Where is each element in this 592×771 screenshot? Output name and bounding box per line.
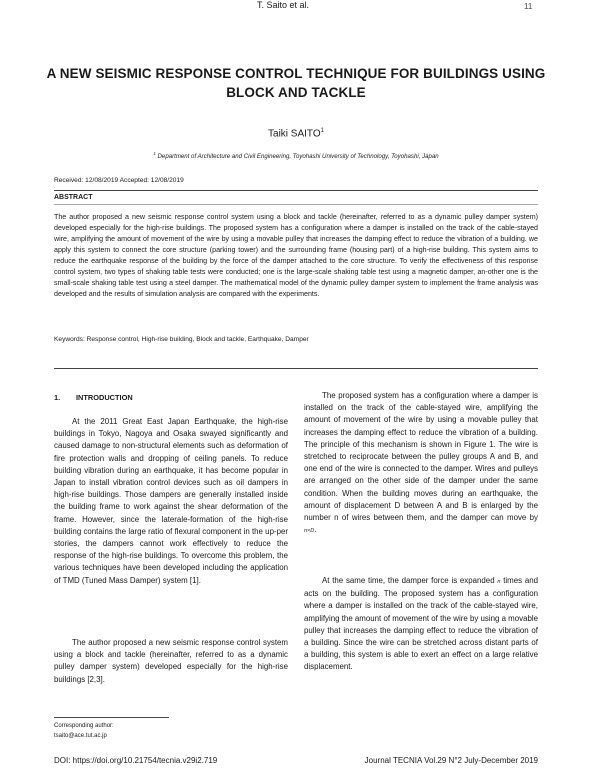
body-column-left-lower — [54, 637, 288, 686]
running-header-author: T. Saito et al. — [257, 0, 310, 10]
body-text: . — [314, 525, 317, 535]
author-affiliation-mark: 1 — [320, 128, 324, 134]
abstract-text: The author proposed a new seismic response control system using a block and tackle (hereinafter, referred to as a dynamic pulley damper system) developed especially for the high-rise buildings. The proposed system has a configuration where a damper is installed on the track of the cable-stayed wire, amplifying the amount of movement of the wire by using a movable pulley that increases the damping effect to reduce the vibration of a building. we apply this system to connect the core structure (parking tower) and the surrounding frame (housing part) of a high-rise building. This system aims to reduce the earthquake response of the building by the force of the damper attached to the core structure. To verify the effectiveness of this response control system, two types of shaking table tests were conducted; one is the large-scale shaking table test using a magnetic damper, an-other one is the small-scale shaking table test using a steel damper. The mathematical model of the dynamic pulley damper system to implement the frame analysis was developed and the results of simulation analysis are compared with the experiments. — [54, 213, 538, 298]
footnote-divider — [54, 717, 169, 718]
affiliation-text: Department of Architecture and Civil Engineering, Toyohashi University of Technology, Toyohashi, Japan — [157, 153, 439, 161]
footnote — [54, 721, 114, 741]
body-paragraph — [304, 390, 538, 537]
section-title: INTRODUCTION — [76, 393, 133, 402]
abstract-heading: ABSTRACT — [54, 194, 93, 201]
body-paragraph — [304, 575, 538, 674]
received-dates: Received: 12/08/2019 Accepted: 12/08/2019 — [54, 177, 184, 184]
body-column-left — [54, 416, 288, 587]
page-number: 11 — [524, 2, 533, 11]
journal-citation: Journal TECNIA Vol.29 N°2 July-December 2019 — [364, 756, 538, 765]
body-text: At the same time, the damper force is expanded — [322, 576, 495, 585]
divider — [54, 204, 538, 205]
affiliation-mark: 1 — [153, 151, 156, 156]
body-paragraph: At the 2011 Great East Japan Earthquake, the high-rise buildings in Tokyo, Nagoya and Osaka swayed significantly and caused damage to non-structural elements such as deformation of fire protection walls and dropping of ceiling panels. To reduce building vibration during an earthquake, it has become popular in Japan to install vibration control devices such as oil dampers in high-rise buildings. Those dampers are generally installed inside the building frame to work against the shear deformation of the frame. However, since the laterale-formation of the high-rise building contains the large ratio of flexural component in the up-per stories, the dampers cannot work effectively to reduce the response of the high-rise buildings. To overcome this problem, the various techniques have been developed including the application of TMD (Tuned Mass Damper) system [1]. — [54, 417, 288, 585]
section-number: 1. — [54, 393, 61, 402]
divider — [54, 368, 538, 369]
affiliation — [0, 151, 592, 160]
divider — [54, 190, 538, 191]
keywords: Keywords: Response control, High-rise building, Block and tackle, Earthquake, Damper — [54, 336, 309, 343]
body-text: times and acts on the building. The proposed system has a configuration where a damper is installed on the track of the cable-stayed wire, amplifying the amount of movement of the wire by using a movable pulley that increases the damping effect to reduce the vibration of a building. Since the wire can be stretched across distant parts of a building, this system is able to exert an effect on a large relative displacement. — [304, 576, 539, 672]
doi-link[interactable]: DOI: https://doi.org/10.21754/tecnia.v29i2.719 — [54, 756, 218, 765]
author-line — [0, 128, 592, 139]
body-paragraph: The author proposed a new seismic response control system using a block and tackle (hereinafter, referred to as a dynamic pulley damper system) developed especially for the high-rise buildings [2,3]. — [54, 638, 288, 684]
section-heading — [54, 393, 133, 402]
author-name: Taiki SAITO — [268, 128, 321, 140]
corresponding-email[interactable]: tsaito@ace.tut.ac.jp — [54, 733, 107, 739]
math-expression: n — [497, 579, 501, 585]
footnote-label: Corresponding author: — [54, 723, 114, 729]
body-column-right-lower — [304, 575, 538, 674]
math-expression: n×D — [304, 528, 315, 535]
body-column-right — [304, 390, 538, 537]
paper-title: A NEW SEISMIC RESPONSE CONTROL TECHNIQUE FOR BUILDINGS USING BLOCK AND TACKLE — [46, 66, 546, 100]
body-text: The proposed system has a configuration where a damper is installed on the track of the cable-stayed wire, amplifying the amount of movement of the wire by using a movable pulley that increases the damping effect to reduce the vibration of a building. The principle of this mechanism is shown in Figure 1. The wire is stretched to reciprocate between the pulley groups A and B, and one end of the wire is connected to the damper. Wires and pulleys are arranged on the other side of the damper under the same condition. When the building moves during an earthquake, the amount of displacement D between A and B is enlarged by the number n of wires between them, and the damper can move by — [304, 391, 538, 523]
